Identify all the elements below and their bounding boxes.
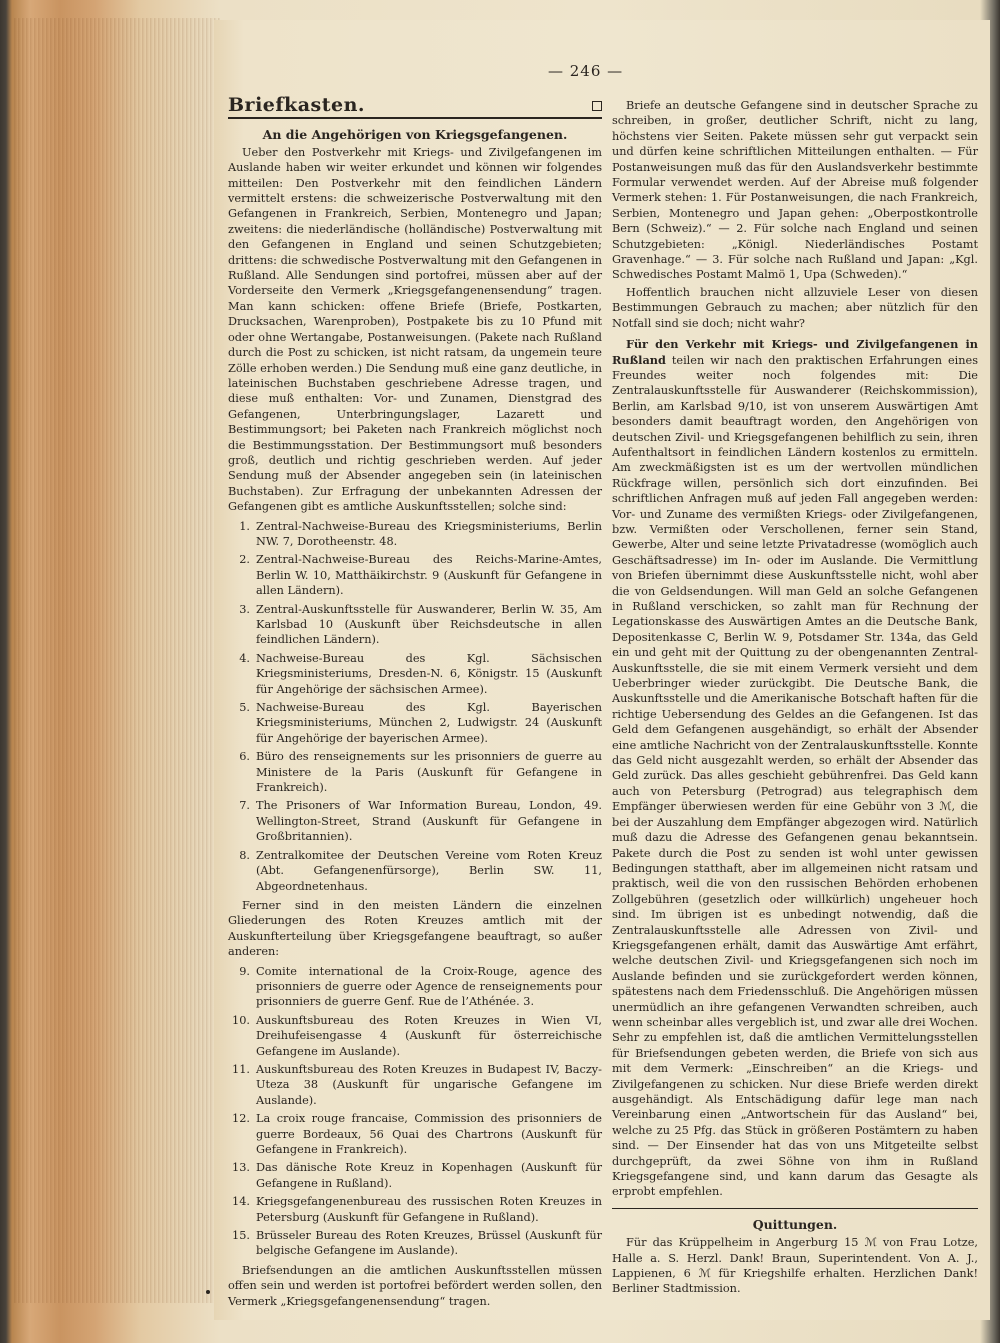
- list-item-text: La croix rouge francaise, Commission des prisonniers de guerre Bordeaux, 56 Quai des Chartrons (Auskunft für Gefangene in Frankreich).: [256, 1112, 602, 1156]
- list-item-number: 4.: [239, 651, 250, 665]
- list-item: [228, 1013, 602, 1059]
- book-spine: [14, 18, 220, 1303]
- list-item: [228, 964, 602, 1010]
- list-item: [228, 1160, 602, 1191]
- list-item-text: The Prisoners of War Information Bureau, London, 49. Wellington-Street, Strand (Auskunft für Gefangene in Großbritannien).: [256, 799, 602, 844]
- list-item-number: 15.: [232, 1229, 250, 1243]
- list-item-text: Zentral-Auskunftsstelle für Auswanderer, Berlin W. 35, Am Karlsbad 10 (Auskunft über Reichsdeutsche in allen feindlichen Ländern).: [256, 602, 602, 647]
- middle-paragraph: Ferner sind in den meisten Ländern die einzelnen Gliederungen des Roten Kreuzes amtlich mit der Auskunfterteilung über Kriegsgefangene beauftragt, so außer anderen:: [228, 898, 602, 959]
- list-item-text: Büro des renseignements sur les prisonniers de guerre au Ministere de la Paris (Auskunft für Gefangene in Frankreich).: [256, 750, 602, 795]
- page-number: — 246 —: [548, 62, 624, 80]
- section-title: Briefkasten.: [228, 94, 366, 116]
- russia-body: teilen wir nach den praktischen Erfahrungen eines Freundes weiter noch folgendes mit: Die Zentralauskunftsstelle für Auswanderer (Reichskommission), Berlin, am Karlsbad 9/10, ist von unserem Auswärtigen Amt besonders damit beauftragt worden, den Angehörigen von deutschen Zivil- und Kriegsgefangenen behilflich zu sein, ihren Aufenthaltsort in feindlichen Ländern kostenlos zu ermitteln. Am zweckmäßigsten ist es um der wertvollen mündlichen Rückfrage willen, persönlich sich dort einzufinden. Bei schriftlichen Anfragen muß auf jeden Fall angegeben werden: Vor- und Zuname des vermißten Kriegs- oder Zivilgefangenen, bzw. Vermißten oder Verschollenen, ferner sein Stand, Gewerbe, Alter und seine letzte Privatadresse (womöglich auch Geschäftsadresse) im In- oder im Auslande. Die Vermittlung von Briefen übernimmt diese Auskunftsstelle nicht, wohl aber die von Geldsendungen. Will man Geld an solche Gefangenen in Rußland verschicken, so zahlt man für Rechnung der Legationskasse des Auswärtigen Amtes an die Deutsche Bank, Depositenkasse C, Berlin W. 9, Potsdamer Str. 134a, das Geld ein und geht mit der Quittung zu der obengenannten Zentral-Auskunftsstelle, die sie mit einem Vermerk versieht und dem Ueberbringer wieder zurückgibt. Die Deutsche Bank, die Auskunftsstelle und die Amerikanische Botschaft haften für die richtige Uebersendung des Geldes an die Gefangenen. Ist das Geld dem Gefangenen ausgehändigt, so erhält der Absender eine amtliche Nachricht von der Zentralauskunftsstelle. Konnte das Geld nicht ausgezahlt werden, so erhält der Absender das Geld zurück. Das alles geschieht gebührenfrei. Das Geld kann auch von Petersburg (Petrograd) aus telegraphisch dem Empfänger überwiesen werden für eine Gebühr von 3 ℳ, die bei der Auszahlung dem Empfänger abgezogen wird. Natürlich muß dazu die Adresse des Gefangenen genau bekanntsein. Pakete durch die Post zu senden ist wohl unter gewissen Bedingungen statthaft, aber im allgemeinen nicht ratsam und praktisch, weil die von den russischen Behörden erhobenen Zollgebühren (gesetzlich oder willkürlich) ungeheuer hoch sind. Im übrigen ist es unbedingt notwendig, daß die Zentralauskunftsstelle alle Adressen von Zivil- und Kriegsgefangenen erhält, damit das Auswärtige Amt erfährt, welche deutschen Zivil- und Kriegsgefangenen sich noch im Auslande befinden und sie zurückgefordert werden können, spätestens nach dem Friedensschluß. Die Angehörigen müssen unermüdlich an ihre gefangenen Verwandten schreiben, auch wenn scheinbar alles vergeblich ist, und zwar alle drei Wochen. Sehr zu empfehlen ist, daß die amtlichen Vermittelungsstellen für Briefsendungen gebeten werden, die Briefe von sich aus mit dem Vermerk: „Einschreiben“ an die Kriegs- und Zivilgefangenen zu schicken. Nur diese Briefe werden direkt ausgehändigt. Als Entschädigung dafür lege man nach Vereinbarung einen „Antwortschein für das Ausland“ bei, welche zu 25 Pfg. das Stück in größeren Postämtern zu haben sind. — Der Einsender hat das von uns Mitgeteilte selbst durchgeprüft, da zwei Söhne von ihm in Rußland Kriegsgefangene sind, und kann darum das Gesagte als erprobt empfehlen.: [612, 353, 978, 1199]
- list-item: [228, 700, 602, 746]
- authority-list-2: [228, 964, 602, 1259]
- list-item-number: 11.: [232, 1062, 250, 1076]
- list-item-text: Zentralkomitee der Deutschen Vereine vom Roten Kreuz (Abt. Gefangenenfürsorge), Berlin SW. 11, Abgeordnetenhaus.: [256, 848, 602, 893]
- list-item: [228, 1062, 602, 1108]
- divider: [612, 1208, 978, 1209]
- list-item: [228, 651, 602, 697]
- list-item-text: Nachweise-Bureau des Kgl. Bayerischen Kriegsministeriums, München 2, Ludwigstr. 24 (Auskunft für Angehörige der bayerischen Armee).: [256, 701, 602, 745]
- list-item: [228, 602, 602, 648]
- list-item-number: 14.: [232, 1195, 250, 1209]
- list-item-number: 9.: [239, 964, 250, 978]
- hope-paragraph: Hoffentlich brauchen nicht allzuviele Leser von diesen Bestimmungen Gebrauch zu machen; aber nützlich für den Notfall sind sie doch; nicht wahr?: [612, 285, 978, 330]
- list-item-text: Auskunftsbureau des Roten Kreuzes in Wien VI, Dreihufeisengasse 4 (Auskunft für österreichische Gefangene im Auslande).: [256, 1013, 602, 1058]
- letters-paragraph: Briefe an deutsche Gefangene sind in deutscher Sprache zu schreiben, in großer, deutlicher Schrift, nicht zu lang, höchstens vier Seiten. Pakete müssen sehr gut verpackt sein und dürfen keine schriftlichen Mitteilungen enthalten. — Für Postanweisungen muß das für den Auslandsverkehr bestimmte Formular verwendet werden. Auf der Abreise muß folgender Vermerk stehen: 1. Für Postanweisungen, die nach Frankreich, Serbien, Montenegro und Japan gehen: „Oberpostkontrolle Bern (Schweiz).“ — 2. Für solche nach England und seinen Schutzgebieten: „Königl. Niederländisches Postamt Gravenhage.“ — 3. Für solche nach Rußland und Japan: „Kgl. Schwedisches Postamt Malmö 1, Upa (Schweden).“: [612, 99, 978, 282]
- list-item: [228, 1228, 602, 1259]
- right-column: [612, 98, 978, 1299]
- list-item-number: 3.: [239, 602, 250, 616]
- ink-dot: [206, 1290, 210, 1294]
- list-item: [228, 1194, 602, 1225]
- list-item-text: Zentral-Nachweise-Bureau des Kriegsministeriums, Berlin NW. 7, Dorotheenstr. 48.: [256, 519, 602, 548]
- list-item-number: 6.: [239, 750, 250, 764]
- list-item: [228, 848, 602, 894]
- receipts-heading: Quittungen.: [752, 1216, 838, 1232]
- list-item-number: 8.: [239, 848, 250, 862]
- list-item: [228, 1111, 602, 1157]
- receipts-text: Für das Krüppelheim in Angerburg 15 ℳ von Frau Lotze, Halle a. S. Herzl. Dank! Braun, Superintendent. Von A. J., Lappienen, 6 ℳ für Kriegshilfe erhalten. Herzlichen Dank! Berliner Stadtmission.: [612, 1236, 978, 1296]
- list-item-text: Nachweise-Bureau des Kgl. Sächsischen Kriegsministeriums, Dresden-N. 6, Königstr. 15 (Auskunft für Angehörige der sächsischen Armee).: [256, 651, 602, 696]
- list-item-text: Auskunftsbureau des Roten Kreuzes in Budapest IV, Baczy-Uteza 38 (Auskunft für ungarische Gefangene im Auslande).: [256, 1062, 602, 1107]
- closing-paragraph: Briefsendungen an die amtlichen Auskunftsstellen müssen offen sein und werden ist portofrei befördert werden sollen, den Vermerk „Kriegsgefangenensendung“ tragen.: [228, 1263, 602, 1308]
- list-item-number: 13.: [232, 1161, 250, 1175]
- list-item-number: 7.: [239, 799, 250, 813]
- article-subheading: An die Angehörigen von Kriegsgefangenen.: [262, 127, 568, 143]
- list-item-text: Kriegsgefangenenbureau des russischen Roten Kreuzes in Petersburg (Auskunft für Gefangene in Rußland).: [256, 1195, 602, 1224]
- square-ornament-icon: [592, 101, 602, 111]
- list-item-number: 2.: [239, 553, 250, 567]
- list-item-text: Zentral-Nachweise-Bureau des Reichs-Marine-Amtes, Berlin W. 10, Matthäikirchstr. 9 (Auskunft für Gefangene in allen Ländern).: [256, 553, 602, 598]
- list-item: [228, 552, 602, 598]
- authority-list-1: [228, 519, 602, 894]
- intro-paragraph: Ueber den Postverkehr mit Kriegs- und Zivilgefangenen im Auslande haben wir weiter erkundet und können wir folgendes mitteilen: Den Postverkehr mit den feindlichen Ländern vermittelt erstens: die schweizerische Postverwaltung mit den Gefangenen in Frankreich, Serbien, Montenegro und Japan; zweitens: die niederländische (holländische) Postverwaltung mit den Gefangenen in England und seinen Schutzgebieten; drittens: die schwedische Postverwaltung mit den Gefangenen in Rußland. Alle Sendungen sind portofrei, müssen aber auf der Vorderseite den Vermerk „Kriegsgefangenensendung“ tragen. Man kann schicken: offene Briefe (Briefe, Postkarten, Drucksachen, Warenproben), Postpakete bis zu 10 Pfund mit oder ohne Wertangabe, Postanweisungen. (Pakete nach Rußland durch die Post zu schicken, ist nicht ratsam, da ungemein teure Zölle erhoben werden.) Die Sendung muß eine ganz deutliche, in lateinischen Buchstaben geschriebene Adresse tragen, und diese muß enthalten: Vor- und Zunamen, Dienstgrad des Gefangenen, Unterbringungslager, Lazarett und Bestimmungsort; bei Paketen nach Frankreich möglichst noch die Bestimmungsstation. Der Bestimmungsort muß besonders groß, deutlich und richtig geschrieben werden. Auf jeder Sendung muß der Absender angegeben sein (in lateinischen Buchstaben). Zur Erfragung der unbekannten Adressen der Gefangenen gibt es amtliche Auskunftsstellen; solche sind:: [228, 145, 602, 514]
- list-item-number: 10.: [232, 1013, 250, 1027]
- russia-lead: Für den Verkehr mit Kriegs- und Zivilgefangenen in Rußland: [612, 337, 978, 367]
- list-item-number: 12.: [232, 1112, 250, 1126]
- section-header: [228, 94, 602, 119]
- list-item: [228, 519, 602, 550]
- list-item: [228, 798, 602, 844]
- list-item-text: Comite international de la Croix-Rouge, agence des prisonniers de guerre oder Agence de renseignements pour prisonniers de guerre Genf. Rue de l’Athénée. 3.: [256, 964, 602, 1009]
- list-item-number: 1.: [239, 519, 250, 533]
- russia-paragraph: [612, 337, 978, 1200]
- list-item-text: Brüsseler Bureau des Roten Kreuzes, Brüssel (Auskunft für belgische Gefangene im Auslande).: [256, 1229, 602, 1258]
- list-item-number: 5.: [239, 701, 250, 715]
- list-item: [228, 749, 602, 795]
- list-item-text: Das dänische Rote Kreuz in Kopenhagen (Auskunft für Gefangene in Rußland).: [256, 1161, 602, 1190]
- left-column: [228, 94, 602, 1311]
